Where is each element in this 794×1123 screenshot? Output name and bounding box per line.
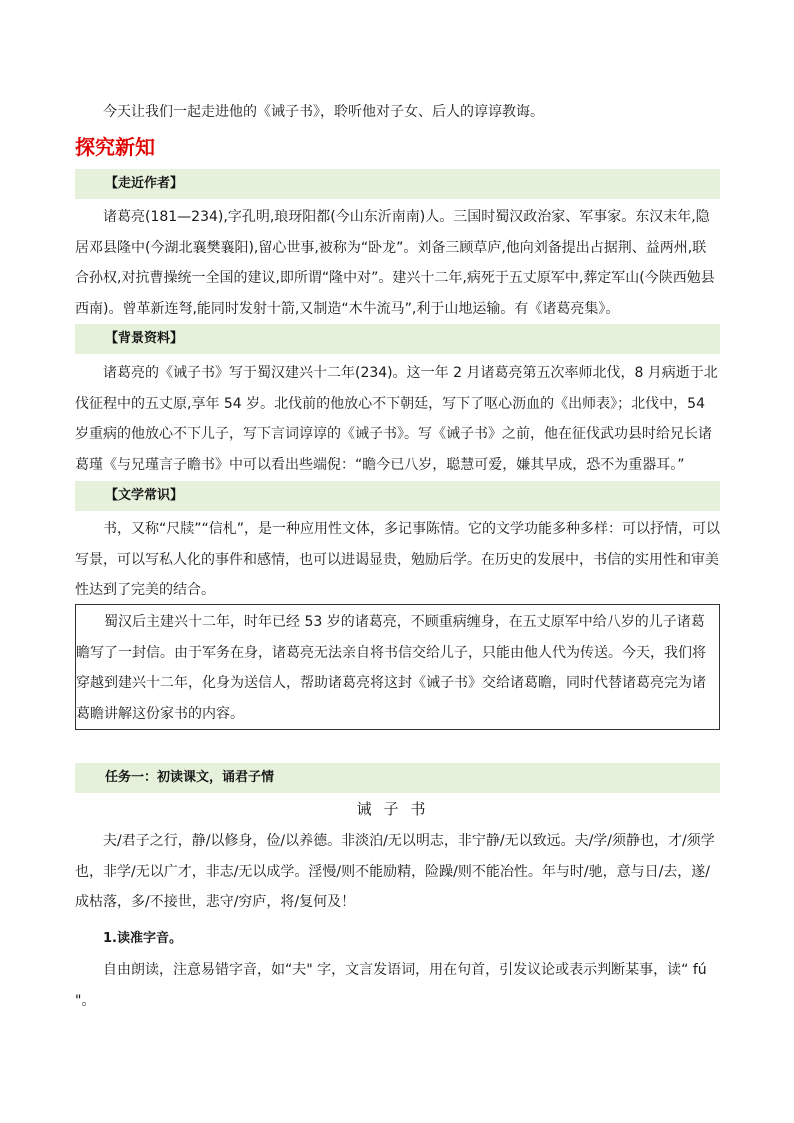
subtask-heading: 1.读准字音。 [103, 931, 182, 946]
literature-heading: 【文学常识】 [105, 488, 184, 503]
classical-text: 夫/君子之行，静/以修身，俭/以养德。非淡泊/无以明志，非宁静/无以致远。夫/学/须静也，才/须学也，非学/无以广才，非志/无以成学。淫慢/则不能励精，险躁/则不能冶性。年与时/驰，意与日/去，遂/成枯落，多/不接世，悲守/穷庐，将/复何及！ [75, 833, 715, 910]
text-title: 诫子书 [356, 800, 438, 818]
literature-heading-bar [75, 481, 720, 511]
scenario-paragraph: 蜀汉后主建兴十二年，时年已经 53 岁的诸葛亮，不顾重病缠身，在五丈原军中给八岁的儿子诸葛瞻写了一封信。由于军务在身，诸葛亮无法亲自将书信交给儿子，只能由他人代为传送。今天，我们将穿越到建兴十二年，化身为送信人，帮助诸葛亮将这封《诫子书》交给诸葛瞻，同时代替诸葛亮完为诸葛瞻讲解这份家书的内容。 [76, 614, 706, 722]
author-paragraph: 诸葛亮(181—234),字孔明,琅玡阳都(今山东沂南南)人。三国时蜀汉政治家、军事家。东汉末年,隐居邓县隆中(今湖北襄樊襄阳),留心世事,被称为“卧龙”。刘备三顾草庐,他向刘备提出占据荆、益两州,联合孙权,对抗曹操统一全国的建议,即所谓“隆中对”。建兴十二年,病死于五丈原军中,葬定军山(今陕西勉县西南)。曾革新连弩,能同时发射十箭,又制造“木牛流马”,利于山地运输。有《诸葛亮集》。 [75, 209, 715, 317]
background-paragraph: 诸葛亮的《诫子书》写于蜀汉建兴十二年(234)。这一年 2 月诸葛亮第五次率师北伐，8 月病逝于北伐征程中的五丈原,享年 54 岁。北伐前的他放心不下朝廷，写下了呕心沥血的《出师表》；北伐中，54 岁重病的他放心不下儿子，写下言词谆谆的《诫子书》。写《诫子书》之前，他在征伐武功县时给兄长诸葛瑾《与兄瑾言子瞻书》中可以看出些端倪：“瞻今已八岁，聪慧可爱，嫌其早成，恐不为重器耳。” [75, 365, 718, 473]
author-heading: 【走近作者】 [105, 176, 184, 191]
section-title: 探究新知 [75, 135, 155, 159]
task1-heading: 任务一：初读课文，诵君子情 [105, 770, 275, 785]
background-heading: 【背景资料】 [105, 331, 184, 346]
literature-paragraph: 书，又称“尺牍”“信札”，是一种应用性文体，多记事陈情。它的文学功能多种多样：可以抒情，可以写景，可以写私人化的事件和感情，也可以进谒显贵，勉励后学。在历史的发展中，书信的实用性和审美性达到了完美的结合。 [75, 521, 721, 598]
intro-paragraph: 今天让我们一起走进他的《诫子书》，聆听他对子女、后人的谆谆教诲。 [103, 104, 544, 120]
author-heading-bar [75, 169, 720, 199]
task1-heading-bar [75, 763, 720, 793]
pronunciation-note: 自由朗读，注意易错字音，如“夫" 字，文言发语词，用在句首，引发议论或表示判断某事，读“ fú "。 [75, 962, 707, 1009]
scenario-box [75, 604, 720, 730]
background-heading-bar [75, 324, 720, 354]
